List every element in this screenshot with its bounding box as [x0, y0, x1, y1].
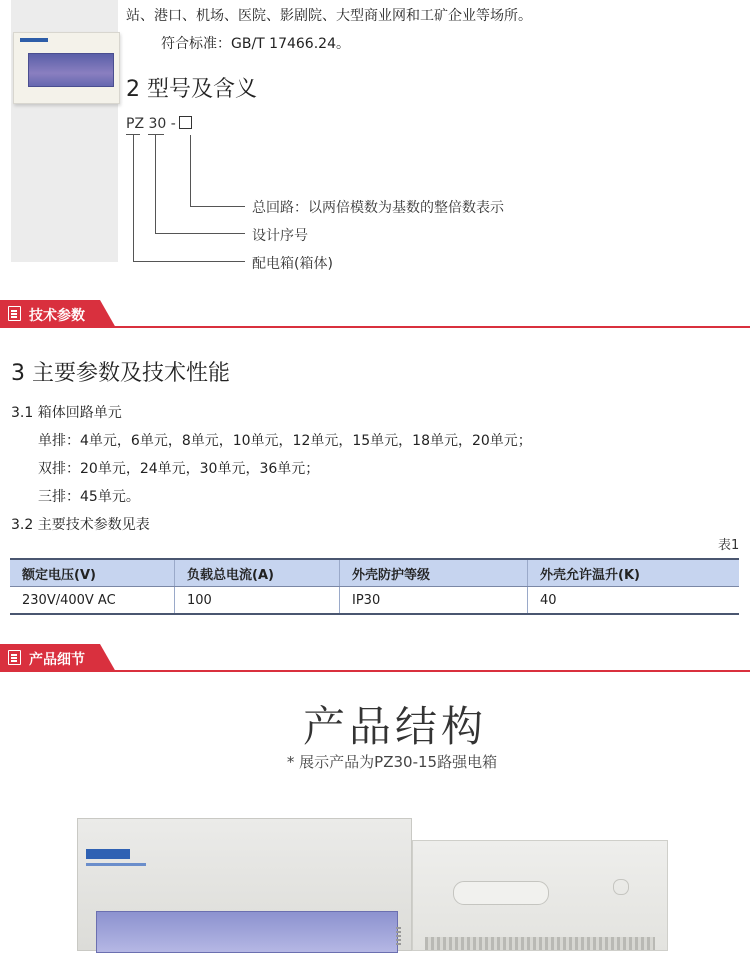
structure-note: * 展示产品为PZ30-15路强电箱: [286, 753, 498, 771]
product-photo-inner: [412, 840, 668, 951]
params-double-row: 双排：20单元，24单元，30单元，36单元；: [38, 461, 320, 477]
knockout-slot: [453, 881, 549, 905]
table-header-cell: 额定电压(V): [10, 559, 175, 587]
product-window: [28, 53, 114, 87]
model-code-text: PZ 30 -: [126, 116, 176, 132]
product-photo-front: [77, 818, 412, 951]
params-sub-1: 3.1 箱体回路单元: [11, 405, 122, 421]
spec-table: [10, 558, 739, 615]
brand-logo: [86, 849, 130, 859]
brand-logo: [20, 38, 48, 42]
table-header-cell: 负载总电流(A): [175, 559, 340, 587]
table-cell: 40: [528, 587, 740, 615]
model-heading: 2 型号及含义: [126, 77, 257, 102]
connector-line-box: [190, 135, 191, 206]
connector-h-box: [190, 206, 245, 207]
table-note: 表1: [718, 538, 740, 553]
table-header-cell: 外壳防护等级: [340, 559, 528, 587]
table-cell: 100: [175, 587, 340, 615]
table-row: [10, 587, 739, 615]
model-placeholder-box: [179, 116, 192, 129]
legend-design-no: 设计序号: [252, 228, 308, 244]
table-header-cell: 外壳允许温升(K): [528, 559, 740, 587]
din-rail: [425, 937, 655, 950]
structure-title: 产品结构: [302, 702, 487, 751]
params-heading: 3 主要参数及技术性能: [11, 361, 230, 386]
table-cell: 230V/400V AC: [10, 587, 175, 615]
connector-h-30: [155, 233, 245, 234]
detail-banner: [0, 644, 116, 672]
params-sub-2: 3.2 主要技术参数见表: [11, 517, 150, 533]
product-window: [96, 911, 398, 953]
vent-slots: [396, 927, 401, 947]
knockout-hole: [613, 879, 629, 895]
model-code: [126, 116, 192, 132]
product-photo-small: [13, 32, 120, 104]
table-header-row: [10, 559, 739, 587]
params-single-row: 单排：4单元，6单元，8单元，10单元，12单元，15单元，18单元，20单元；: [38, 433, 532, 449]
connector-h-pz: [133, 261, 245, 262]
document-icon: [8, 650, 21, 665]
brand-tagline: [86, 863, 146, 866]
legend-total-circuit: 总回路：以两倍模数为基数的整倍数表示: [252, 200, 504, 216]
connector-line-30: [155, 135, 156, 233]
tech-banner: [0, 300, 116, 328]
legend-box: 配电箱(箱体): [252, 256, 333, 272]
table-cell: IP30: [340, 587, 528, 615]
connector-line-pz: [133, 135, 134, 261]
intro-line-1: 站、港口、机场、医院、影剧院、大型商业网和工矿企业等场所。: [126, 8, 532, 24]
detail-banner-label: 产品细节: [29, 652, 85, 668]
intro-standard: 符合标准：GB/T 17466.24。: [161, 36, 350, 52]
params-triple-row: 三排：45单元。: [38, 489, 140, 505]
model-underline-30: [148, 134, 164, 135]
tech-banner-label: 技术参数: [29, 308, 85, 324]
document-icon: [8, 306, 21, 321]
